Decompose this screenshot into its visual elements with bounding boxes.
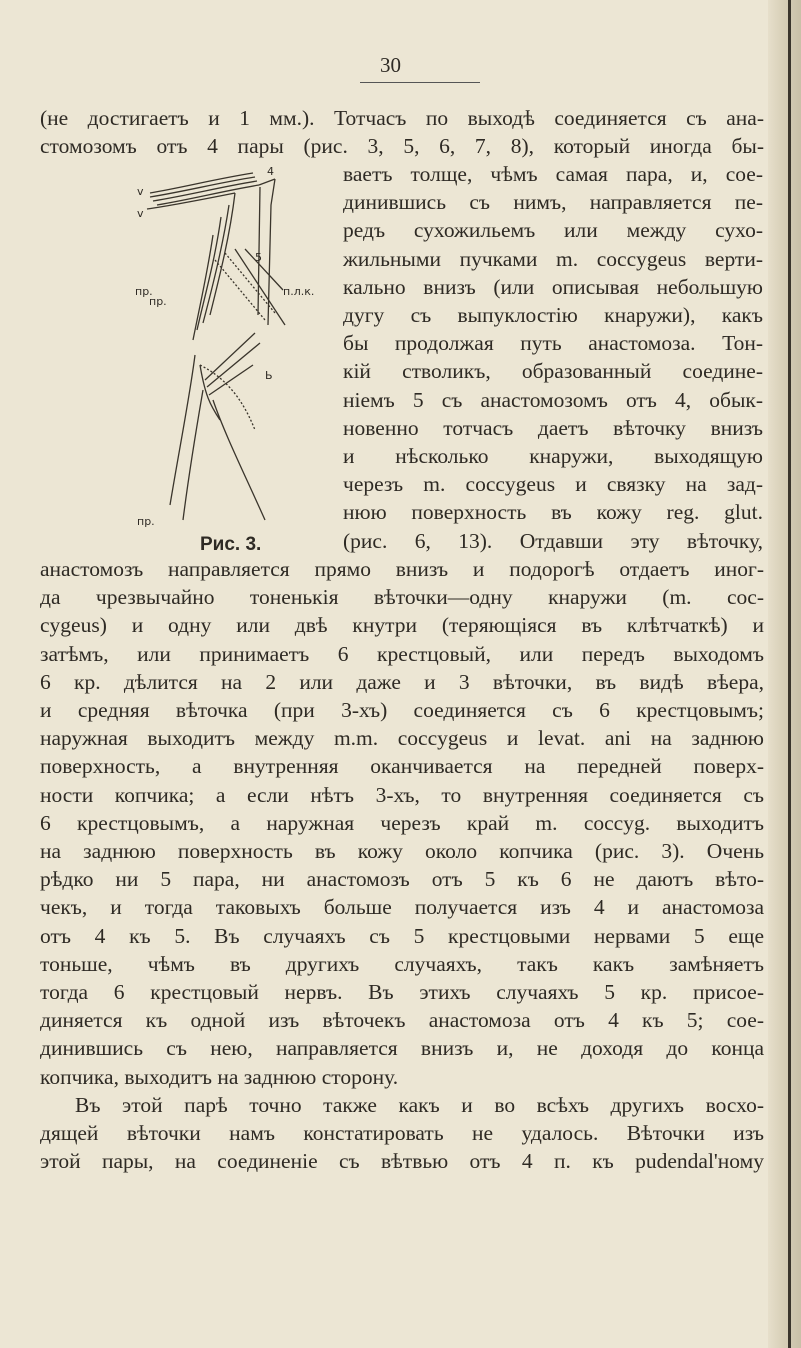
figure-label-v-lower: v [137,207,144,220]
text-line: поверхность, а внутренняя оканчивается на передней поверх- [40,754,764,779]
nerve-anastomosis-figure [135,165,350,530]
text-line: тогда 6 крестцовый нервъ. Въ этихъ случаяхъ 5 кр. присое- [40,980,764,1004]
text-line: и средняя вѣточка (при 3-хъ) соединяется съ 6 крестцовымъ; [40,698,764,722]
text-line: динившись съ нимъ, направляется пе- [343,190,763,215]
text-line: новенно тотчасъ даетъ вѣточку внизъ [343,415,763,440]
text-line: наружная выходитъ между m.m. coccygeus и levat. ani на заднюю [40,726,764,751]
text-line: дящей вѣточки намъ констатировать не удалось. Вѣточки изъ [40,1121,764,1145]
figure-caption: Рис. 3. [200,534,262,555]
text-line: ваетъ толще, чѣмъ самая пара, и, сое- [343,162,763,186]
text-line: (не достигаетъ и 1 мм.). Тотчасъ по выходѣ соединяется съ ана- [40,106,764,130]
text-line: копчика, выходитъ на заднюю сторону. [40,1064,399,1089]
text-line: Въ этой парѣ точно также какъ и во всѣхъ другихъ восхо- [75,1092,764,1117]
text-line: диняется къ одной изъ вѣточекъ анастомоза отъ 4 къ 5; сое- [40,1008,764,1033]
text-line: редъ сухожильемъ или между сухо- [343,218,763,243]
text-line: ніемъ 5 съ анастомозомъ отъ 4, обык- [343,387,763,412]
text-line: кально внизъ (или описывая небольшую [343,274,763,299]
text-line: отъ 4 къ 5. Въ случаяхъ съ 5 крестцовыми нервами 5 еще [40,923,764,948]
text-line: кій стволикъ, образованный соедине- [343,359,763,384]
text-line: 6 кр. дѣлится на 2 или даже и 3 вѣточки, въ видѣ вѣера, [40,669,764,694]
text-line: на заднюю поверхность въ кожу около копчика (рис. 3). Очень [40,839,764,863]
text-line: да чрезвычайно тоненькія вѣточки—одну кнаружи (m. coc- [40,585,764,610]
text-line: жильными пучками m. coccygeus верти- [343,246,763,271]
figure-label-pr-bottom: пр. [137,515,155,528]
figure-label-plk: п.л.к. [283,285,315,298]
text-line: стомозомъ отъ 4 пары (рис. 3, 5, 6, 7, 8), который иногда бы- [40,134,764,159]
text-line: (рис. 6, 13). Отдавши эту вѣточку, [343,528,763,553]
text-line: чекъ, и тогда таковыхъ больше получается изъ 4 и анастомоза [40,895,764,920]
text-line: нюю поверхность въ кожу reg. glut. [343,500,763,525]
text-line: рѣдко ни 5 пара, ни анастомозъ отъ 5 къ 6 не даютъ вѣто- [40,867,764,892]
page-number: 30 [380,53,401,77]
text-line: тоньше, чѣмъ въ другихъ случаяхъ, такъ какъ замѣняетъ [40,951,764,976]
text-line: бы продолжая путь анастомоза. Тон- [343,331,763,356]
text-line: черезъ m. coccygeus и связку на зад- [343,472,763,497]
figure-label-4: 4 [267,165,274,178]
figure-label-v-top: v [137,185,144,198]
text-line: и нѣсколько кнаружи, выходящую [343,444,763,468]
figure-label-5: 5 [255,251,262,264]
page-edge-line [788,0,791,1348]
text-line: динившись съ нею, направляется внизъ и, не доходя до конца [40,1036,764,1061]
figure-label-pr-inner: пр. [149,295,167,308]
text-line: анастомозъ направляется прямо внизъ и подорогѣ отдаетъ иног- [40,557,764,581]
text-line: этой пары, на соединеніе съ вѣтвью отъ 4 п. къ pudendal'ному [40,1149,764,1174]
figure-label-pr-left: пр. [135,285,153,298]
text-line: 6 крестцовымъ, а наружная черезъ край m. coccyg. выходитъ [40,810,764,835]
text-line: cygeus) и одну или двѣ кнутри (теряющіяся въ клѣтчаткѣ) и [40,613,764,638]
text-line: затѣмъ, или принимаетъ 6 крестцовый, или передъ выходомъ [40,641,764,666]
text-line: ности копчика; а если нѣтъ 3-хъ, то внутренняя соединяется съ [40,782,764,807]
figure-label-b: Ь [265,369,273,382]
page-number-rule [360,82,480,83]
text-line: дугу съ выпуклостію кнаружи), какъ [343,303,763,327]
page-edge-shadow [768,0,801,1348]
